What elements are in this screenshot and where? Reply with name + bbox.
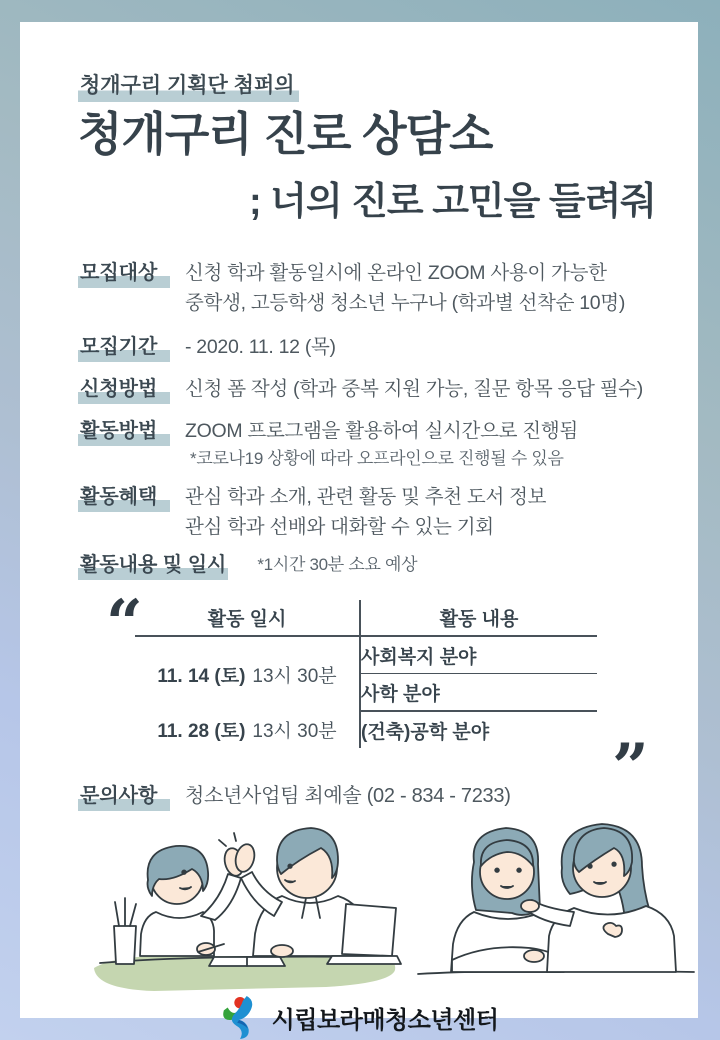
schedule-topic-engineering: (건축)공학 분야: [361, 721, 490, 743]
info-label-apply: 신청방법: [78, 374, 170, 404]
info-row-target: [78, 258, 656, 318]
info-line: 관심 학과 소개, 관련 활동 및 추천 도서 정보: [185, 486, 547, 508]
schedule-date-2-time: 13시 30분: [252, 721, 337, 742]
open-quote-icon: “: [106, 586, 143, 661]
schedule-date-1-time: 13시 30분: [252, 665, 337, 687]
info-label-target: 모집대상: [78, 258, 170, 288]
info-line: 중학생, 고등학생 청소년 누구나 (학과별 선착순 10명): [185, 292, 626, 314]
schedule-date-2-day: 11. 28 (토): [157, 721, 246, 742]
info-line: ZOOM 프로그램을 활용하여 실시간으로 진행됨: [185, 420, 578, 442]
info-text-target: [185, 258, 625, 318]
schedule-header-content: 활동 내용: [360, 600, 597, 636]
schedule-topic-welfare: 사회복지 분야: [360, 636, 597, 674]
mentoring-illustration: [84, 814, 402, 1000]
poster-content: [20, 22, 698, 1034]
info-note-covid: *코로나19 상황에 따라 오프라인으로 진행될 수 있음: [190, 449, 564, 468]
info-label-period: 모집기간: [78, 332, 170, 362]
schedule-table: [135, 600, 597, 748]
schedule-label: 활동내용 및 일시: [78, 550, 228, 580]
org-name: 시립보라매청소년센터: [271, 1006, 499, 1034]
info-row-benefit: [78, 482, 656, 542]
schedule-header-datetime: 활동 일시: [135, 600, 360, 636]
schedule-heading: [78, 550, 656, 580]
info-list: [78, 258, 656, 811]
info-line: 신청 학과 활동일시에 온라인 ZOOM 사용이 가능한: [185, 262, 607, 284]
tagline-wrap: [78, 72, 656, 102]
info-line: - 2020. 11. 12 (목): [185, 336, 336, 358]
info-label-benefit: 활동혜택: [78, 482, 170, 512]
friends-illustration: [412, 814, 700, 988]
schedule-date-1-day: 11. 14 (토): [157, 665, 246, 687]
schedule-date-1: [135, 636, 360, 711]
contact-text: 청소년사업팀 최예솔 (02 - 834 - 7233): [185, 785, 511, 807]
center-logo-mark: [220, 994, 262, 1040]
main-column: [78, 72, 656, 811]
poster-subtitle: ; 너의 진로 고민을 들려줘: [249, 181, 656, 223]
close-quote-icon: ”: [612, 730, 649, 805]
info-row-method: [78, 416, 656, 472]
info-row-apply: [78, 374, 656, 404]
info-row-period: [78, 332, 656, 362]
info-text-method: [185, 416, 578, 472]
info-label-method: 활동방법: [78, 416, 170, 446]
schedule-note: *1시간 30분 소요 예상: [257, 555, 418, 574]
tagline: 청개구리 기획단 첨퍼의: [78, 72, 299, 102]
info-line: 신청 폼 작성 (학과 중복 지원 가능, 질문 항목 응답 필수): [185, 378, 643, 400]
footer: [20, 994, 698, 1040]
schedule-header-row: [135, 600, 597, 636]
info-line: 관심 학과 선배와 대화할 수 있는 기회: [185, 516, 494, 538]
schedule-topic-history: 사학 분야: [360, 674, 597, 712]
table-row: [135, 636, 597, 674]
poster-title: 청개구리 진로 상담소: [78, 108, 493, 160]
contact-row: [78, 781, 656, 811]
table-row: [135, 711, 597, 748]
contact-label: 문의사항: [78, 781, 170, 811]
schedule-date-2: [135, 711, 360, 748]
info-text-benefit: [185, 482, 546, 542]
